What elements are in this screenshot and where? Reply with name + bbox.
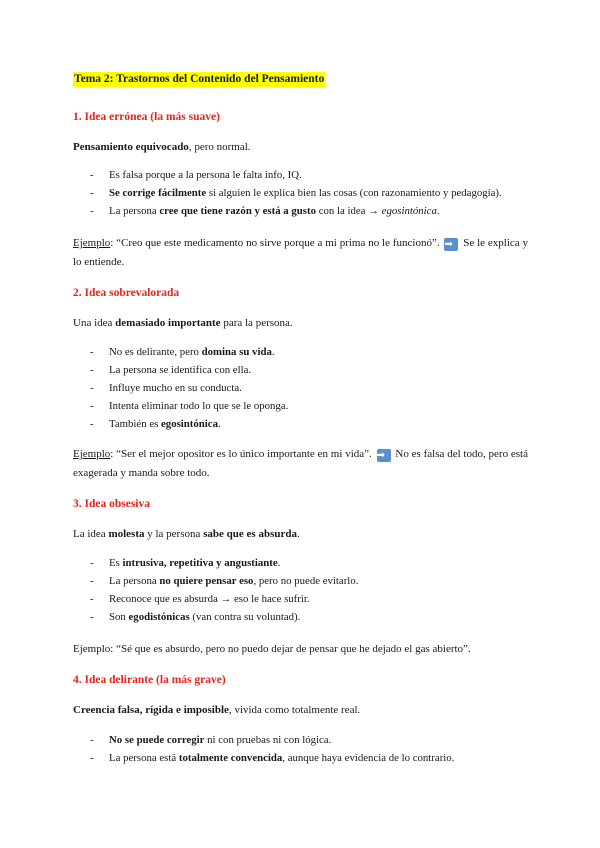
section-3-list bbox=[90, 554, 530, 626]
section-1-list bbox=[90, 166, 530, 220]
list-item: - La persona está totalmente convencida, aunque haya evidencia de lo contrario. bbox=[90, 749, 530, 767]
list-item: - La persona cree que tiene razón y está a gusto con la idea → egosintónica. bbox=[90, 202, 530, 220]
list-item: - No se puede corregir ni con pruebas ni con lógica. bbox=[90, 731, 530, 749]
list-item: - Influye mucho en su conducta. bbox=[90, 379, 530, 397]
list-item: - Es falsa porque a la persona le falta info, IQ. bbox=[90, 166, 530, 184]
section-3-example: Ejemplo: “Sé que es absurdo, pero no puedo dejar de pensar que he dejado el gas abierto”. bbox=[73, 643, 471, 655]
section-2-heading: 2. Idea sobrevalorada bbox=[73, 287, 180, 299]
list-item: - Son egodistónicas (van contra su voluntad). bbox=[90, 608, 530, 626]
section-2-example: Ejemplo: “Ser el mejor opositor es lo único importante en mi vida”. ➡ No es falsa del todo, pero está exagerada y manda sobre todo. bbox=[73, 448, 528, 479]
section-2-list bbox=[90, 343, 530, 433]
section-4-intro: Creencia falsa, rígida e imposible, vivida como totalmente real. bbox=[73, 704, 361, 716]
list-item: - Reconoce que es absurda → eso le hace sufrir. bbox=[90, 590, 530, 608]
section-2-intro: Una idea demasiado importante para la persona. bbox=[73, 317, 293, 329]
list-item: - La persona no quiere pensar eso, pero no puede evitarlo. bbox=[90, 572, 530, 590]
list-item: - No es delirante, pero domina su vida. bbox=[90, 343, 530, 361]
list-item: - Es intrusiva, repetitiva y angustiante. bbox=[90, 554, 530, 572]
arrow-right-icon: ➡ bbox=[444, 238, 458, 251]
section-3-intro: La idea molesta y la persona sabe que es absurda. bbox=[73, 528, 300, 540]
section-3-heading: 3. Idea obsesiva bbox=[73, 498, 150, 510]
section-4-list bbox=[90, 731, 530, 767]
arrow-right-icon: ➡ bbox=[377, 449, 391, 462]
list-item: - Intenta eliminar todo lo que se le oponga. bbox=[90, 397, 530, 415]
section-4-heading: 4. Idea delirante (la más grave) bbox=[73, 674, 226, 686]
list-item: - Se corrige fácilmente si alguien le explica bien las cosas (con razonamiento y pedagogía). bbox=[90, 184, 530, 202]
page-title: Tema 2: Trastornos del Contenido del Pensamiento bbox=[74, 73, 325, 85]
list-item: - La persona se identifica con ella. bbox=[90, 361, 530, 379]
section-1-example: Ejemplo: “Creo que este medicamento no sirve porque a mi prima no le funcionó”. ➡ Se le explica y lo entiende. bbox=[73, 237, 529, 268]
section-1-intro: Pensamiento equivocado, pero normal. bbox=[73, 141, 251, 153]
section-1-heading: 1. Idea errónea (la más suave) bbox=[73, 111, 220, 123]
list-item: - También es egosintónica. bbox=[90, 415, 530, 433]
